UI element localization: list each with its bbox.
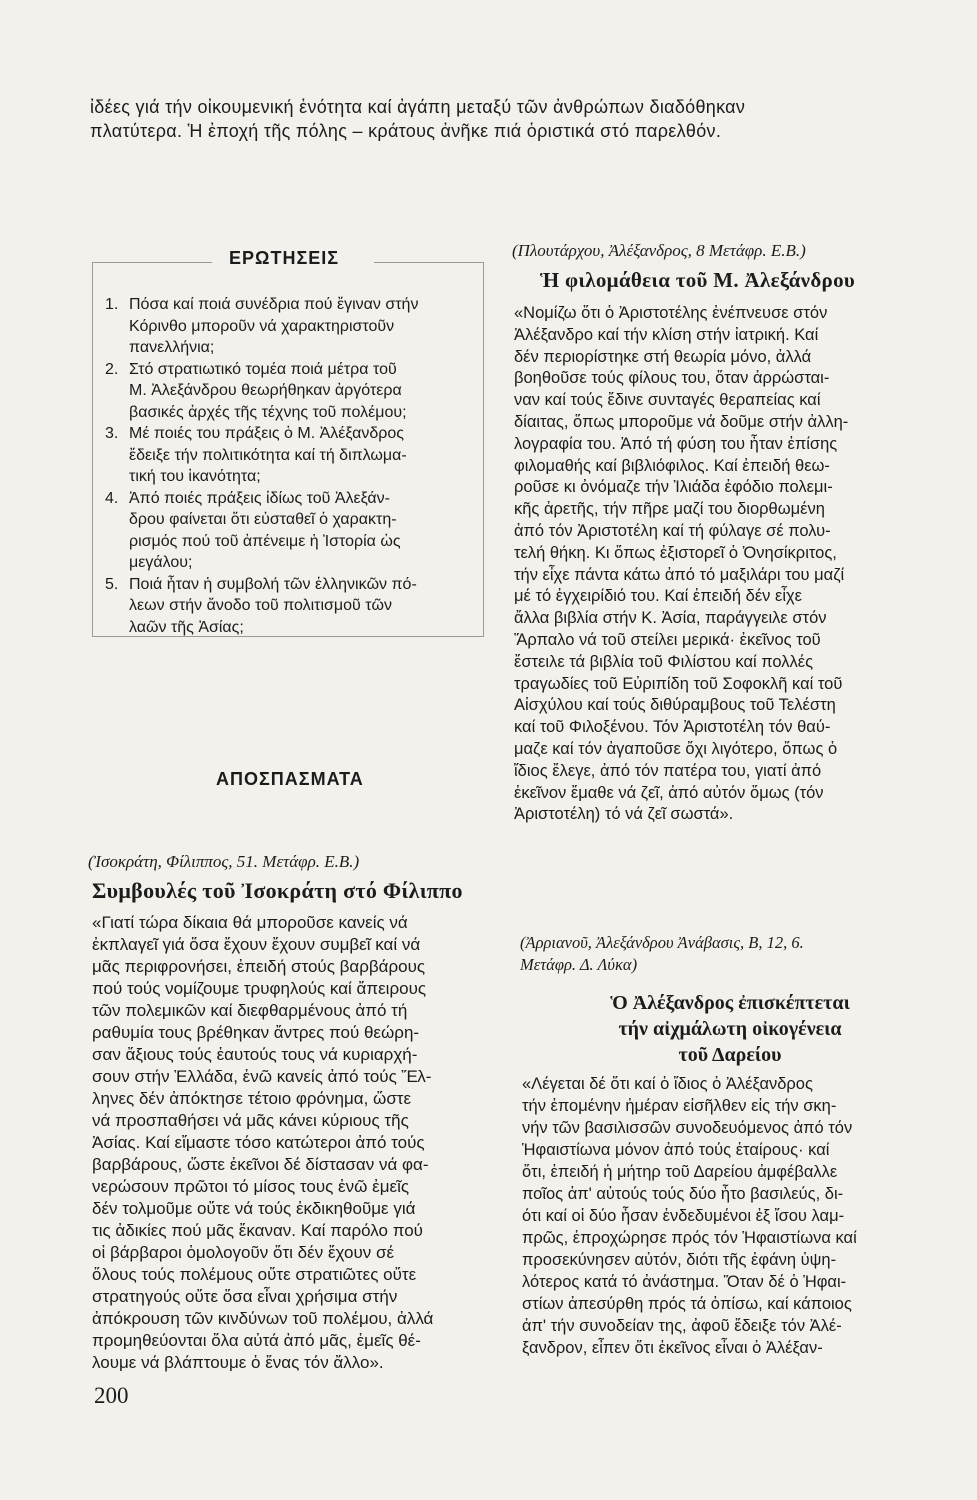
text-line: ἄλλα βιβλία στήν Κ. Ἀσία, παράγγειλε στόν [514,609,827,628]
title-line: Ὁ Ἀλέξανδρος ἐπισκέπτεται [610,992,850,1014]
text-line: μαζε καί τόν ἀγαποῦσε ὄχι λιγότερο, ὅπως ὁ [514,739,838,758]
text-line: ἀπ' τήν συνοδείαν της, ἀφοῦ ἔδειξε τόν Ἀλέ- [522,1317,842,1335]
arrian-excerpt [522,1073,942,1359]
text-line: ναν καί τούς ἔδινε συνταγές θεραπείας καί [514,391,821,410]
plutarch-source: (Πλουτάρχου, Ἀλέξανδρος, 8 Μετάφρ. Ε.Β.) [512,241,806,260]
text-line: ότι καί οἱ δύο ἦσαν ἐνδεδυμένοι ἐξ ἴσου λαμ- [522,1207,845,1225]
text-line: ποῖος ἀπ' αὐτούς τούς δύο ἦτο βασιλεύς, δι- [522,1185,844,1203]
text-line: σουν στήν Ἑλλάδα, ἐνῶ κανείς ἀπό τούς Ἕλ- [92,1067,432,1086]
text-line: λογραφία του. Ἀπό τή φύση του ἦταν ἐπίσης [514,434,838,453]
text-line: «Νομίζω ὅτι ὁ Ἀριστοτέλης ἐνέπνευσε στόν [514,304,828,322]
arrian-title [520,990,940,1068]
text-line: Ἀριστοτέλη) τό νά ζεῖ σωστά». [514,805,734,824]
text-line: σαν ἄξιους τούς ἑαυτούς τους νά κυριαρχή- [92,1045,418,1064]
text-line: προμηθεύονται ὅλα αὐτά ἀπό μᾶς, ἐμεῖς θέ- [92,1331,421,1350]
text-line: φιλομαθής καί βιβλιόφιλος. Καί ἐπειδή θεω- [514,456,830,475]
text-line: ὅλους τούς πολέμους οὔτε στρατιῶτες οὔτε [92,1265,417,1284]
text-line: λουμε νά βλάπτουμε ὁ ἕνας τόν ἄλλο». [92,1353,384,1372]
questions-heading: ΕΡΩΤΗΣΕΙΣ [229,248,340,268]
question-number: 5. [105,575,119,593]
text-line: στρατηγούς οὔτε ὅσα εἶναι χρήσιμα στήν [92,1287,398,1306]
text-line: ἐκεῖνον ἔμαθε νά ζεῖ, ἀπό αὐτόν ὅμως (τόν [514,783,824,802]
text-line: προσεκύνησεν αὐτόν, διότι τῆς ἐφάνη ὑψη- [522,1251,837,1269]
text-line: ἀπό τόν Ἀριστοτέλη καί τή φύλαγε σέ πολυ- [514,521,831,540]
title-line: τοῦ Δαρείου [678,1044,782,1066]
text-line: κῆς ἀρετῆς, τήν πῆρε μαζί του διορθωμένη [514,500,825,519]
arrian-source [520,932,804,976]
text-line: νήν τῶν βασιλισσῶν συνοδευόμενος ἀπό τόν [522,1119,853,1137]
text-line: καί τοῦ Φιλοξένου. Τόν Ἀριστοτέλη τόν θαύ- [514,718,831,737]
box-top-border-right [374,262,484,263]
question-line: Πόσα καί ποιά συνέδρια πού ἔγιναν στήν [129,296,419,313]
text-line: οἱ βάρβαροι ὁμολογοῦν ὅτι δέν ἔχουν σέ [92,1243,395,1262]
text-line: ἰδέες γιά τήν οἰκουμενική ἑνότητα καί ἀγάπη μεταξύ τῶν ἀνθρώπων διαδόθηκαν [90,97,746,117]
text-line: λότερος κατά τό ἀνάστημα. Ὅταν δέ ὁ Ἡφαι- [522,1273,847,1291]
text-line: πρῶς, ἐπροχώρησε πρός τόν Ἡφαιστίωνα καί [522,1229,857,1247]
text-line: τελή θήκη. Κι ὅπως ἐξιστορεῖ ὁ Ὀνησίκριτος, [514,543,837,562]
question-line: λαῶν τῆς Ἀσίας; [129,618,244,636]
text-line: τις ἀδικίες πού μᾶς ἔκαναν. Καί παρόλο πού [92,1221,423,1240]
text-line: Αἰσχύλου καί τούς διθύραμβους τοῦ Τελέστη [514,696,836,715]
question-line: Ποιά ἦταν ἡ συμβολή τῶν ἑλληνικῶν πό- [129,575,417,593]
text-line: τῶν πολεμικῶν καί διεφθαρμένους ἀπό τή [92,1001,408,1020]
excerpts-heading: ΑΠΟΣΠΑΣΜΑΤΑ [216,769,364,789]
text-line: Ἀσίας. Καί εἴμαστε τόσο κατώτεροι ἀπό τούς [92,1133,425,1152]
text-line: «Γιατί τώρα δίκαια θά μποροῦσε κανείς νά [92,913,408,932]
question-item [105,294,483,359]
text-line: νά προσπαθήσει νά μᾶς κάνει κύριους τῆς [92,1111,409,1130]
text-line: τήν ἐπομένην ἡμέραν εἰσῆλθεν εἰς τήν σκη- [522,1097,837,1115]
plutarch-title: Ἡ φιλομάθεια τοῦ Μ. Ἀλεξάνδρου [540,268,856,292]
question-number: 2. [105,360,119,378]
text-line: ληνες δέν ἀπόκτησε τέτοιο φρόνημα, ὥστε [92,1089,412,1108]
source-line: (Ἀρριανοῦ, Ἀλεξάνδρου Ἀνάβασις, Β, 12, 6. [520,933,804,952]
text-line: μέ τό ἐγχειρίδιό του. Καί ἐπειδή δέν εἶχε [514,587,803,606]
text-line: ἴδιος ἔλεγε, ἀπό τόν πατέρα του, γιατί ἀπό [514,761,822,780]
isocrates-excerpt [92,912,502,1374]
isocrates-source: (Ἰσοκράτη, Φίλιππος, 51. Μετάφρ. Ε.Β.) [88,852,360,871]
text-line: δίαιτας, ὅπως μποροῦμε νά δοῦμε στήν ἀλλη- [514,412,849,431]
text-line: ἀπόκρουση τῶν κινδύνων τοῦ πολέμου, ἀλλά [92,1309,434,1328]
source-line: Μετάφρ. Δ. Λύκα) [520,955,638,974]
intro-paragraph [90,95,920,143]
text-line: πλατύτερα. Ἡ ἐποχή τῆς πόλης – κράτους ἀνῆκε πιά ὁριστικά στό παρελθόν. [90,121,722,141]
text-line: πού τούς νομίζουμε τρυφηλούς καί ἄπειρους [92,979,427,998]
page-number: 200 [94,1383,129,1408]
text-line: Ἡφαιστίωνα μόνον ἀπό τούς ἑταίρους· καί [522,1141,830,1159]
text-line: βοηθοῦσε τούς φίλους του, ὅταν ἀρρώσται- [514,369,830,388]
plutarch-excerpt [514,303,934,826]
text-line: ἐκπλαγεῖ γιά ὅσα ἔχουν ἔχουν συμβεῖ καί νά [92,935,421,954]
text-line: ὅτι, ἐπειδή ἡ μήτηρ τοῦ Δαρείου ἀμφέβαλλε [522,1163,838,1181]
question-line: τική του ἱκανότητα; [129,468,261,485]
question-number: 4. [105,489,119,507]
text-line: τήν εἶχε πάντα κάτω ἀπό τό μαξιλάρι του μαζί [514,565,845,584]
questions-list [105,294,483,638]
text-line: βαρβάρους, ὥστε ἐκεῖνοι δέ δίστασαν νά φα- [92,1155,429,1174]
question-item [105,488,483,574]
text-line: Ἅρπαλο νά τοῦ στείλει μερικά· ἐκεῖνος τοῦ [514,630,821,649]
question-line: λεων στήν ἄνοδο τοῦ πολιτισμοῦ τῶν [129,597,393,614]
text-line: Ἀλέξανδρο καί τήν κλίση στήν ἰατρική. Καί [514,325,819,344]
text-line: μᾶς περιφρονήσει, ἐπειδή στούς βαρβάρους [92,957,426,976]
question-item [105,423,483,488]
question-line: Στό στρατιωτικό τομέα ποιά μέτρα τοῦ [129,360,397,378]
text-line: «Λέγεται δέ ὅτι καί ὁ ἴδιος ὁ Ἀλέξανδρος [522,1075,813,1093]
question-line: Μέ ποιές του πράξεις ὁ Μ. Ἀλέξανδρος [129,425,405,442]
text-line: ραθυμία τους βρέθηκαν ἄντρες πού θεώρη- [92,1023,420,1042]
question-line: Μ. Ἀλεξάνδρου θεωρήθηκαν ἀργότερα [129,382,402,399]
question-line: ἔδειξε τήν πολιτικότητα καί τή διπλωμα- [129,446,407,464]
text-line: δέν περιορίστηκε στή θεωρία μόνο, ἀλλά [514,347,812,366]
text-line: ἔστειλε τά βιβλία τοῦ Φιλίστου καί πολλές [514,652,814,671]
question-line: Ἀπό ποιές πράξεις ἰδίως τοῦ Ἀλεξάν- [129,489,390,507]
text-line: νερώσουν πρῶτοι τό μίσος τους ἐνῶ ἐμεῖς [92,1177,410,1196]
box-top-border-left [92,262,212,263]
question-line: πανελλήνια; [129,339,215,356]
question-number: 3. [105,425,119,442]
question-line: Κόρινθο μποροῦν νά χαρακτηριστοῦν [129,317,395,335]
text-line: δέν τολμοῦμε οὔτε νά τούς ἐκδικηθοῦμε γιά [92,1199,416,1218]
question-line: ρισμός πού τοῦ ἀπένειμε ἡ Ἱστορία ὡς [129,532,401,550]
text-line: στίων ἀπεσύρθη πρός τά ὀπίσω, καί κάποιος [522,1295,852,1313]
question-line: βασικές ἀρχές τῆς τέχνης τοῦ πολέμου; [129,403,407,421]
question-number: 1. [105,296,119,313]
question-line: μεγάλου; [129,554,193,571]
question-line: δρου φαίνεται ὅτι εὐσταθεῖ ὁ χαρακτη- [129,511,397,528]
text-line: τραγωδίες τοῦ Εὐριπίδη τοῦ Σοφοκλῆ καί τοῦ [514,674,843,693]
question-item [105,574,483,639]
isocrates-title: Συμβουλές τοῦ Ἰσοκράτη στό Φίλιππο [92,878,463,903]
text-line: ξανδρον, εἶπεν ὅτι ἐκεῖνος εἶναι ὁ Ἀλέξαν- [522,1339,823,1357]
questions-box [92,248,484,637]
text-line: ροῦσε κι ὀνόμαζε τήν Ἰλιάδα ἐφόδιο πολεμι- [514,478,833,497]
title-line: τήν αἰχμάλωτη οἰκογένεια [618,1018,842,1040]
question-item [105,359,483,424]
